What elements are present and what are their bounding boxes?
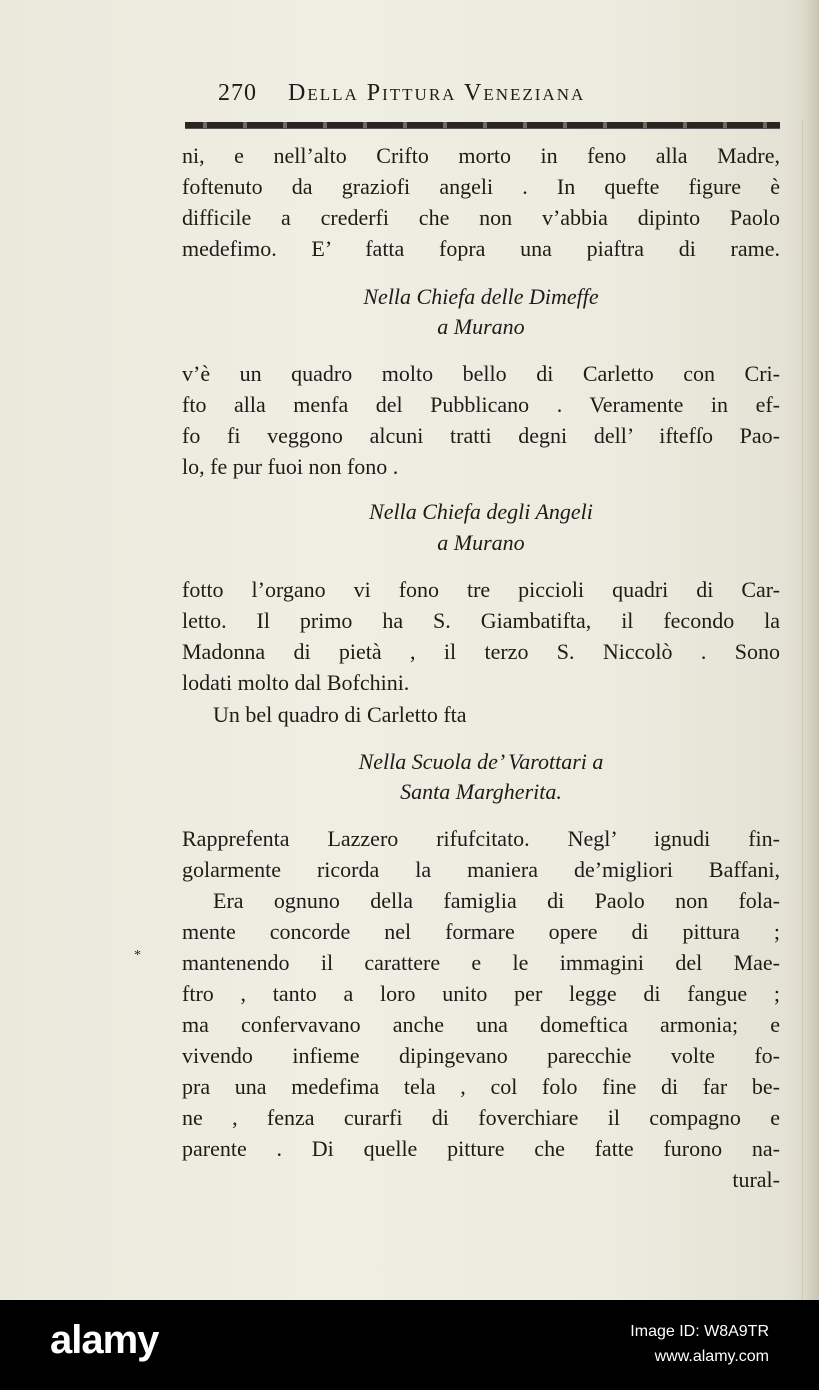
text-line: fo fi veggono alcuni tratti degni dell’ iftefſo Pao- xyxy=(182,423,780,448)
text-line: fotto l’organo vi fono tre piccioli quadri di Car- xyxy=(182,577,780,602)
text-line: Madonna di pietà , il terzo S. Niccolò . Sono xyxy=(182,639,780,664)
section-subheading: Santa Margherita. xyxy=(400,779,562,804)
brand-logo: alamy xyxy=(50,1318,159,1362)
running-header xyxy=(218,80,738,114)
text-line: Era ognuno della famiglia di Paolo non fola- xyxy=(213,888,780,913)
text-line: difficile a crederfi che non v’abbia dipinto Paolo xyxy=(182,205,780,230)
section-heading: Nella Chiefa delle Dimeffe xyxy=(363,284,599,309)
text-line: letto. Il primo ha S. Giambatifta, il fecondo la xyxy=(182,608,780,633)
text-line: lodati molto dal Bofchini. xyxy=(182,670,410,695)
margin-asterisk: * xyxy=(134,948,141,963)
page-fold-line xyxy=(802,120,803,1300)
text-line: medefimo. E’ fatta fopra una piaftra di rame. xyxy=(182,236,780,261)
site-url: www.alamy.com xyxy=(654,1348,769,1365)
text-line: ma confervavano anche una domeftica armonia; e xyxy=(182,1012,780,1037)
section-subheading: a Murano xyxy=(437,314,525,339)
text-line: ftro , tanto a loro unito per legge di fangue ; xyxy=(182,981,780,1006)
text-line: parente . Di quelle pitture che fatte furono na- xyxy=(182,1136,780,1161)
running-title: Della Pittura Veneziana xyxy=(288,80,586,106)
text-line: golarmente ricorda la maniera de’migliori Baffani, xyxy=(182,857,780,882)
text-line: vivendo infieme dipingevano parecchie volte fo- xyxy=(182,1043,780,1068)
text-line: ni, e nell’alto Crifto morto in feno alla Madre, xyxy=(182,143,780,168)
section-heading: Nella Chiefa degli Angeli xyxy=(369,499,593,524)
page-edge xyxy=(805,0,819,1300)
text-line: ne , fenza curarfi di foverchiare il compagno e xyxy=(182,1105,780,1130)
page-number: 270 xyxy=(218,80,257,106)
section-subheading: a Murano xyxy=(437,530,525,555)
text-line: v’è un quadro molto bello di Carletto con Cri- xyxy=(182,361,780,386)
text-line: foftenuto da graziofi angeli . In quefte figure è xyxy=(182,174,780,199)
text-line: fto alla menfa del Pubblicano . Veramente in ef- xyxy=(182,392,780,417)
text-line: mantenendo il carattere e le immagini del Mae- xyxy=(182,950,780,975)
text-line: Rapprefenta Lazzero rifufcitato. Negl’ ignudi fin- xyxy=(182,826,780,851)
section-heading: Nella Scuola de’ Varottari a xyxy=(358,749,604,774)
text-line: lo, fe pur fuoi non fono . xyxy=(182,454,399,479)
text-line: pra una medefima tela , col folo fine di far be- xyxy=(182,1074,780,1099)
text-line: Un bel quadro di Carletto fta xyxy=(213,702,467,727)
catchword: tural- xyxy=(732,1167,780,1192)
header-rule xyxy=(185,122,780,129)
image-id-label: Image ID: W8A9TR xyxy=(630,1323,769,1340)
text-line: mente concorde nel formare opere di pittura ; xyxy=(182,919,780,944)
